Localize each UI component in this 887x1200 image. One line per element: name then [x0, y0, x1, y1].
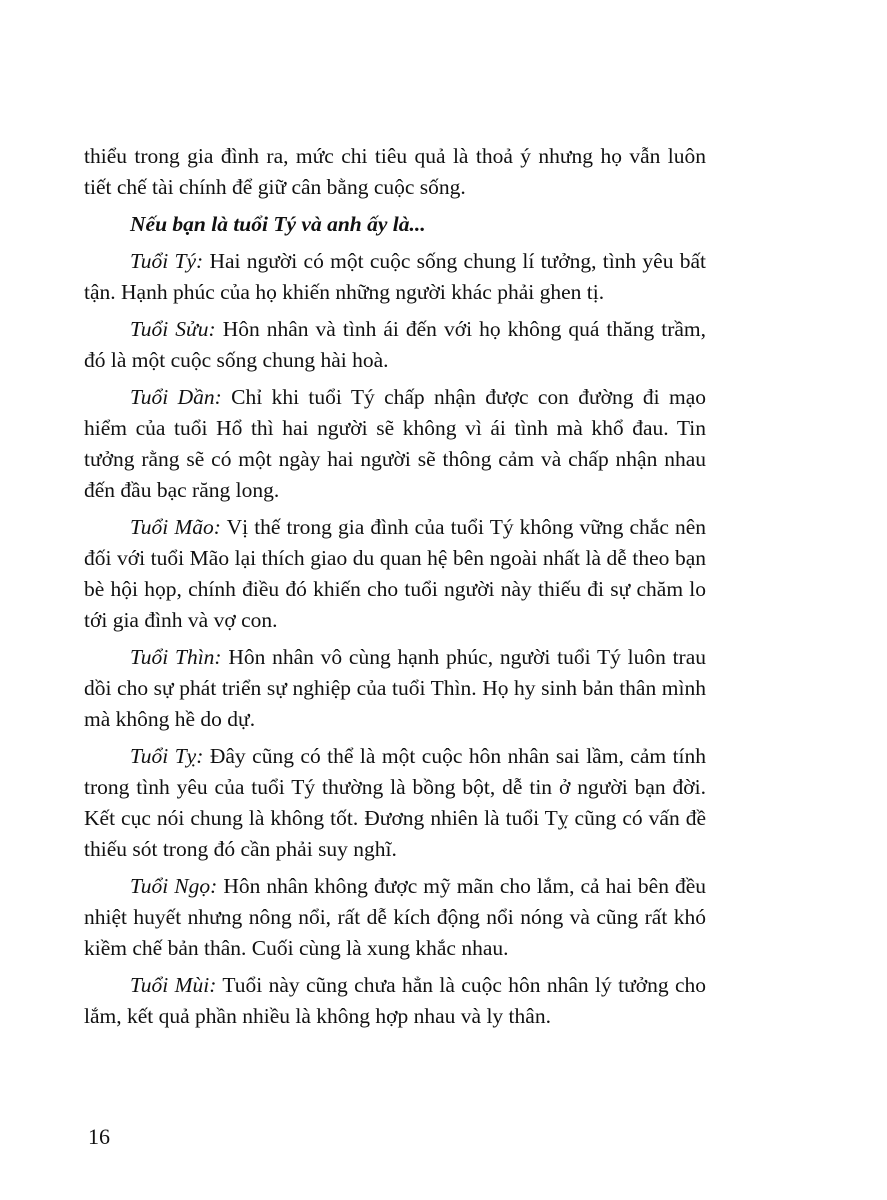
entry-label: Tuổi Dần:	[130, 385, 222, 409]
entry-label: Tuổi Tỵ:	[130, 744, 204, 768]
intro-paragraph: thiểu trong gia đình ra, mức chi tiêu quả là thoả ý nhưng họ vẫn luôn tiết chế tài chính để giữ cân bằng cuộc sống.	[84, 144, 706, 199]
entry-label: Tuổi Mùi:	[130, 973, 217, 997]
entry-text: Đây cũng có thể là một cuộc hôn nhân sai lầm, cảm tính trong tình yêu của tuổi Tý thường là bồng bột, dễ tin ở người bạn đời. Kết cục nói chung là không tốt. Đương nhiên là tuổi Tỵ cũng có vấn đề thiếu sót trong đó cần phải suy nghĩ.	[84, 744, 707, 861]
entry-text: Vị thế trong gia đình của tuổi Tý không vững chắc nên đối với tuổi Mão lại thích giao du quan hệ bên ngoài nhất là dễ theo bạn bè hội họp, chính điều đó khiến cho tuổi người này thiếu đi sự chăm lo tới gia đình và vợ con.	[84, 515, 706, 632]
entry-paragraph	[84, 246, 706, 308]
entry-text: Tuổi này cũng chưa hẳn là cuộc hôn nhân lý tưởng cho lắm, kết quả phần nhiều là không hợp nhau và ly thân.	[84, 973, 706, 1028]
entry-text: Hôn nhân vô cùng hạnh phúc, người tuổi Tý luôn trau dồi cho sự phát triển sự nghiệp của tuổi Thìn. Họ hy sinh bản thân mình mà không hề do dự.	[84, 645, 706, 731]
entry-paragraph	[84, 970, 706, 1032]
entry-text: Hôn nhân và tình ái đến với họ không quá thăng trầm, đó là một cuộc sống chung hài hoà.	[84, 317, 706, 372]
entry-paragraph	[84, 314, 706, 376]
entry-paragraph	[84, 382, 706, 506]
page-body	[84, 141, 706, 1038]
entry-text: Hai người có một cuộc sống chung lí tưởng, tình yêu bất tận. Hạnh phúc của họ khiến những người khác phải ghen tị.	[84, 249, 707, 304]
entry-paragraph	[84, 512, 706, 636]
entry-label: Tuổi Thìn:	[130, 645, 222, 669]
entry-label: Tuổi Mão:	[130, 515, 221, 539]
entry-text: Hôn nhân không được mỹ mãn cho lắm, cả hai bên đều nhiệt huyết nhưng nông nổi, rất dễ kích động nổi nóng và cũng rất khó kiềm chế bản thân. Cuối cùng là xung khắc nhau.	[84, 874, 707, 960]
page-number: 16	[88, 1124, 110, 1149]
entry-label: Tuổi Ngọ:	[130, 874, 218, 898]
entry-label: Tuổi Sửu:	[130, 317, 216, 341]
section-heading: Nếu bạn là tuổi Tý và anh ấy là...	[130, 212, 426, 236]
entry-paragraph	[84, 871, 706, 964]
entry-paragraph	[84, 642, 706, 735]
entry-paragraph	[84, 741, 706, 865]
entry-text: Chỉ khi tuổi Tý chấp nhận được con đường đi mạo hiểm của tuổi Hổ thì hai người sẽ không vì ái tình mà khổ đau. Tin tưởng rằng sẽ có một ngày hai người sẽ thông cảm và chấp nhận nhau đến đầu bạc răng long.	[84, 385, 707, 502]
entry-label: Tuổi Tý:	[130, 249, 204, 273]
